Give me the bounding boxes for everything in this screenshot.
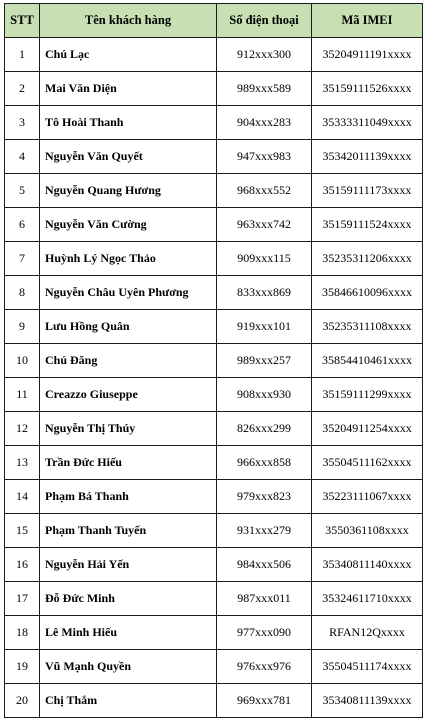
row-stt-cell: 6 [5,208,40,242]
row-phone-cell: 908xxx930 [217,378,312,412]
row-imei-cell: 35159111173xxxx [312,174,423,208]
table-row [5,684,423,718]
row-customer-name-cell: Lưu Hồng Quân [40,310,217,344]
row-stt-cell: 15 [5,514,40,548]
row-imei-cell: 35159111299xxxx [312,378,423,412]
table-row [5,378,423,412]
row-phone-cell: 984xxx506 [217,548,312,582]
row-customer-name-cell: Creazzo Giuseppe [40,378,217,412]
row-customer-name-cell: Nguyễn Văn Quyết [40,140,217,174]
table-row [5,242,423,276]
header-imei: Mã IMEI [312,4,423,38]
table-row [5,276,423,310]
row-customer-name-cell: Chú Đăng [40,344,217,378]
row-phone-cell: 968xxx552 [217,174,312,208]
row-customer-name-cell: Tô Hoài Thanh [40,106,217,140]
table-row [5,140,423,174]
row-imei-cell: 35504511162xxxx [312,446,423,480]
table-row [5,106,423,140]
row-customer-name-cell: Phạm Thanh Tuyến [40,514,217,548]
row-stt-cell: 10 [5,344,40,378]
row-imei-cell: RFAN12Qxxxx [312,616,423,650]
row-imei-cell: 35204911254xxxx [312,412,423,446]
table-row [5,480,423,514]
row-phone-cell: 966xxx858 [217,446,312,480]
row-stt-cell: 13 [5,446,40,480]
row-stt-cell: 14 [5,480,40,514]
row-customer-name-cell: Mai Văn Diện [40,72,217,106]
row-imei-cell: 35333311049xxxx [312,106,423,140]
table-row [5,344,423,378]
row-phone-cell: 979xxx823 [217,480,312,514]
table-row [5,650,423,684]
row-phone-cell: 969xxx781 [217,684,312,718]
row-imei-cell: 35159111524xxxx [312,208,423,242]
table-row [5,310,423,344]
row-stt-cell: 2 [5,72,40,106]
header-row [5,4,423,38]
row-customer-name-cell: Nguyễn Quang Hương [40,174,217,208]
row-stt-cell: 5 [5,174,40,208]
table-row [5,616,423,650]
row-customer-name-cell: Trần Đức Hiếu [40,446,217,480]
row-phone-cell: 989xxx589 [217,72,312,106]
row-stt-cell: 3 [5,106,40,140]
row-stt-cell: 9 [5,310,40,344]
header-customer-name: Tên khách hàng [40,4,217,38]
row-stt-cell: 18 [5,616,40,650]
row-phone-cell: 833xxx869 [217,276,312,310]
header-stt: STT [5,4,40,38]
row-imei-cell: 35342011139xxxx [312,140,423,174]
table-row [5,38,423,72]
row-phone-cell: 904xxx283 [217,106,312,140]
row-phone-cell: 977xxx090 [217,616,312,650]
table-row [5,208,423,242]
table-row [5,174,423,208]
row-customer-name-cell: Chị Thắm [40,684,217,718]
row-stt-cell: 17 [5,582,40,616]
row-phone-cell: 947xxx983 [217,140,312,174]
row-stt-cell: 11 [5,378,40,412]
row-imei-cell: 35223111067xxxx [312,480,423,514]
row-imei-cell: 35340811140xxxx [312,548,423,582]
header-phone: Số điện thoại [217,4,312,38]
row-customer-name-cell: Phạm Bá Thanh [40,480,217,514]
row-imei-cell: 35854410461xxxx [312,344,423,378]
row-customer-name-cell: Huỳnh Lý Ngọc Thảo [40,242,217,276]
row-customer-name-cell: Chú Lạc [40,38,217,72]
row-imei-cell: 35846610096xxxx [312,276,423,310]
row-phone-cell: 976xxx976 [217,650,312,684]
table-row [5,582,423,616]
row-phone-cell: 919xxx101 [217,310,312,344]
row-imei-cell: 35159111526xxxx [312,72,423,106]
table-body [5,38,423,718]
table-row [5,72,423,106]
row-customer-name-cell: Nguyễn Thị Thúy [40,412,217,446]
table-row [5,446,423,480]
row-stt-cell: 4 [5,140,40,174]
row-phone-cell: 987xxx011 [217,582,312,616]
row-stt-cell: 8 [5,276,40,310]
row-customer-name-cell: Lê Minh Hiếu [40,616,217,650]
row-phone-cell: 963xxx742 [217,208,312,242]
row-phone-cell: 909xxx115 [217,242,312,276]
row-stt-cell: 1 [5,38,40,72]
row-imei-cell: 35324611710xxxx [312,582,423,616]
row-customer-name-cell: Nguyễn Hải Yến [40,548,217,582]
row-customer-name-cell: Vũ Mạnh Quyền [40,650,217,684]
row-customer-name-cell: Nguyễn Châu Uyên Phương [40,276,217,310]
row-imei-cell: 35204911191xxxx [312,38,423,72]
row-stt-cell: 12 [5,412,40,446]
row-imei-cell: 3550361108xxxx [312,514,423,548]
row-customer-name-cell: Đỗ Đức Minh [40,582,217,616]
row-stt-cell: 7 [5,242,40,276]
row-phone-cell: 931xxx279 [217,514,312,548]
table-row [5,514,423,548]
table-row [5,412,423,446]
row-imei-cell: 35235311206xxxx [312,242,423,276]
row-phone-cell: 826xxx299 [217,412,312,446]
row-stt-cell: 20 [5,684,40,718]
table-row [5,548,423,582]
row-stt-cell: 16 [5,548,40,582]
customer-table [4,3,423,718]
table-header [5,4,423,38]
row-imei-cell: 35340811139xxxx [312,684,423,718]
row-phone-cell: 989xxx257 [217,344,312,378]
row-imei-cell: 35504511174xxxx [312,650,423,684]
row-stt-cell: 19 [5,650,40,684]
row-imei-cell: 35235311108xxxx [312,310,423,344]
row-phone-cell: 912xxx300 [217,38,312,72]
row-customer-name-cell: Nguyễn Văn Cường [40,208,217,242]
